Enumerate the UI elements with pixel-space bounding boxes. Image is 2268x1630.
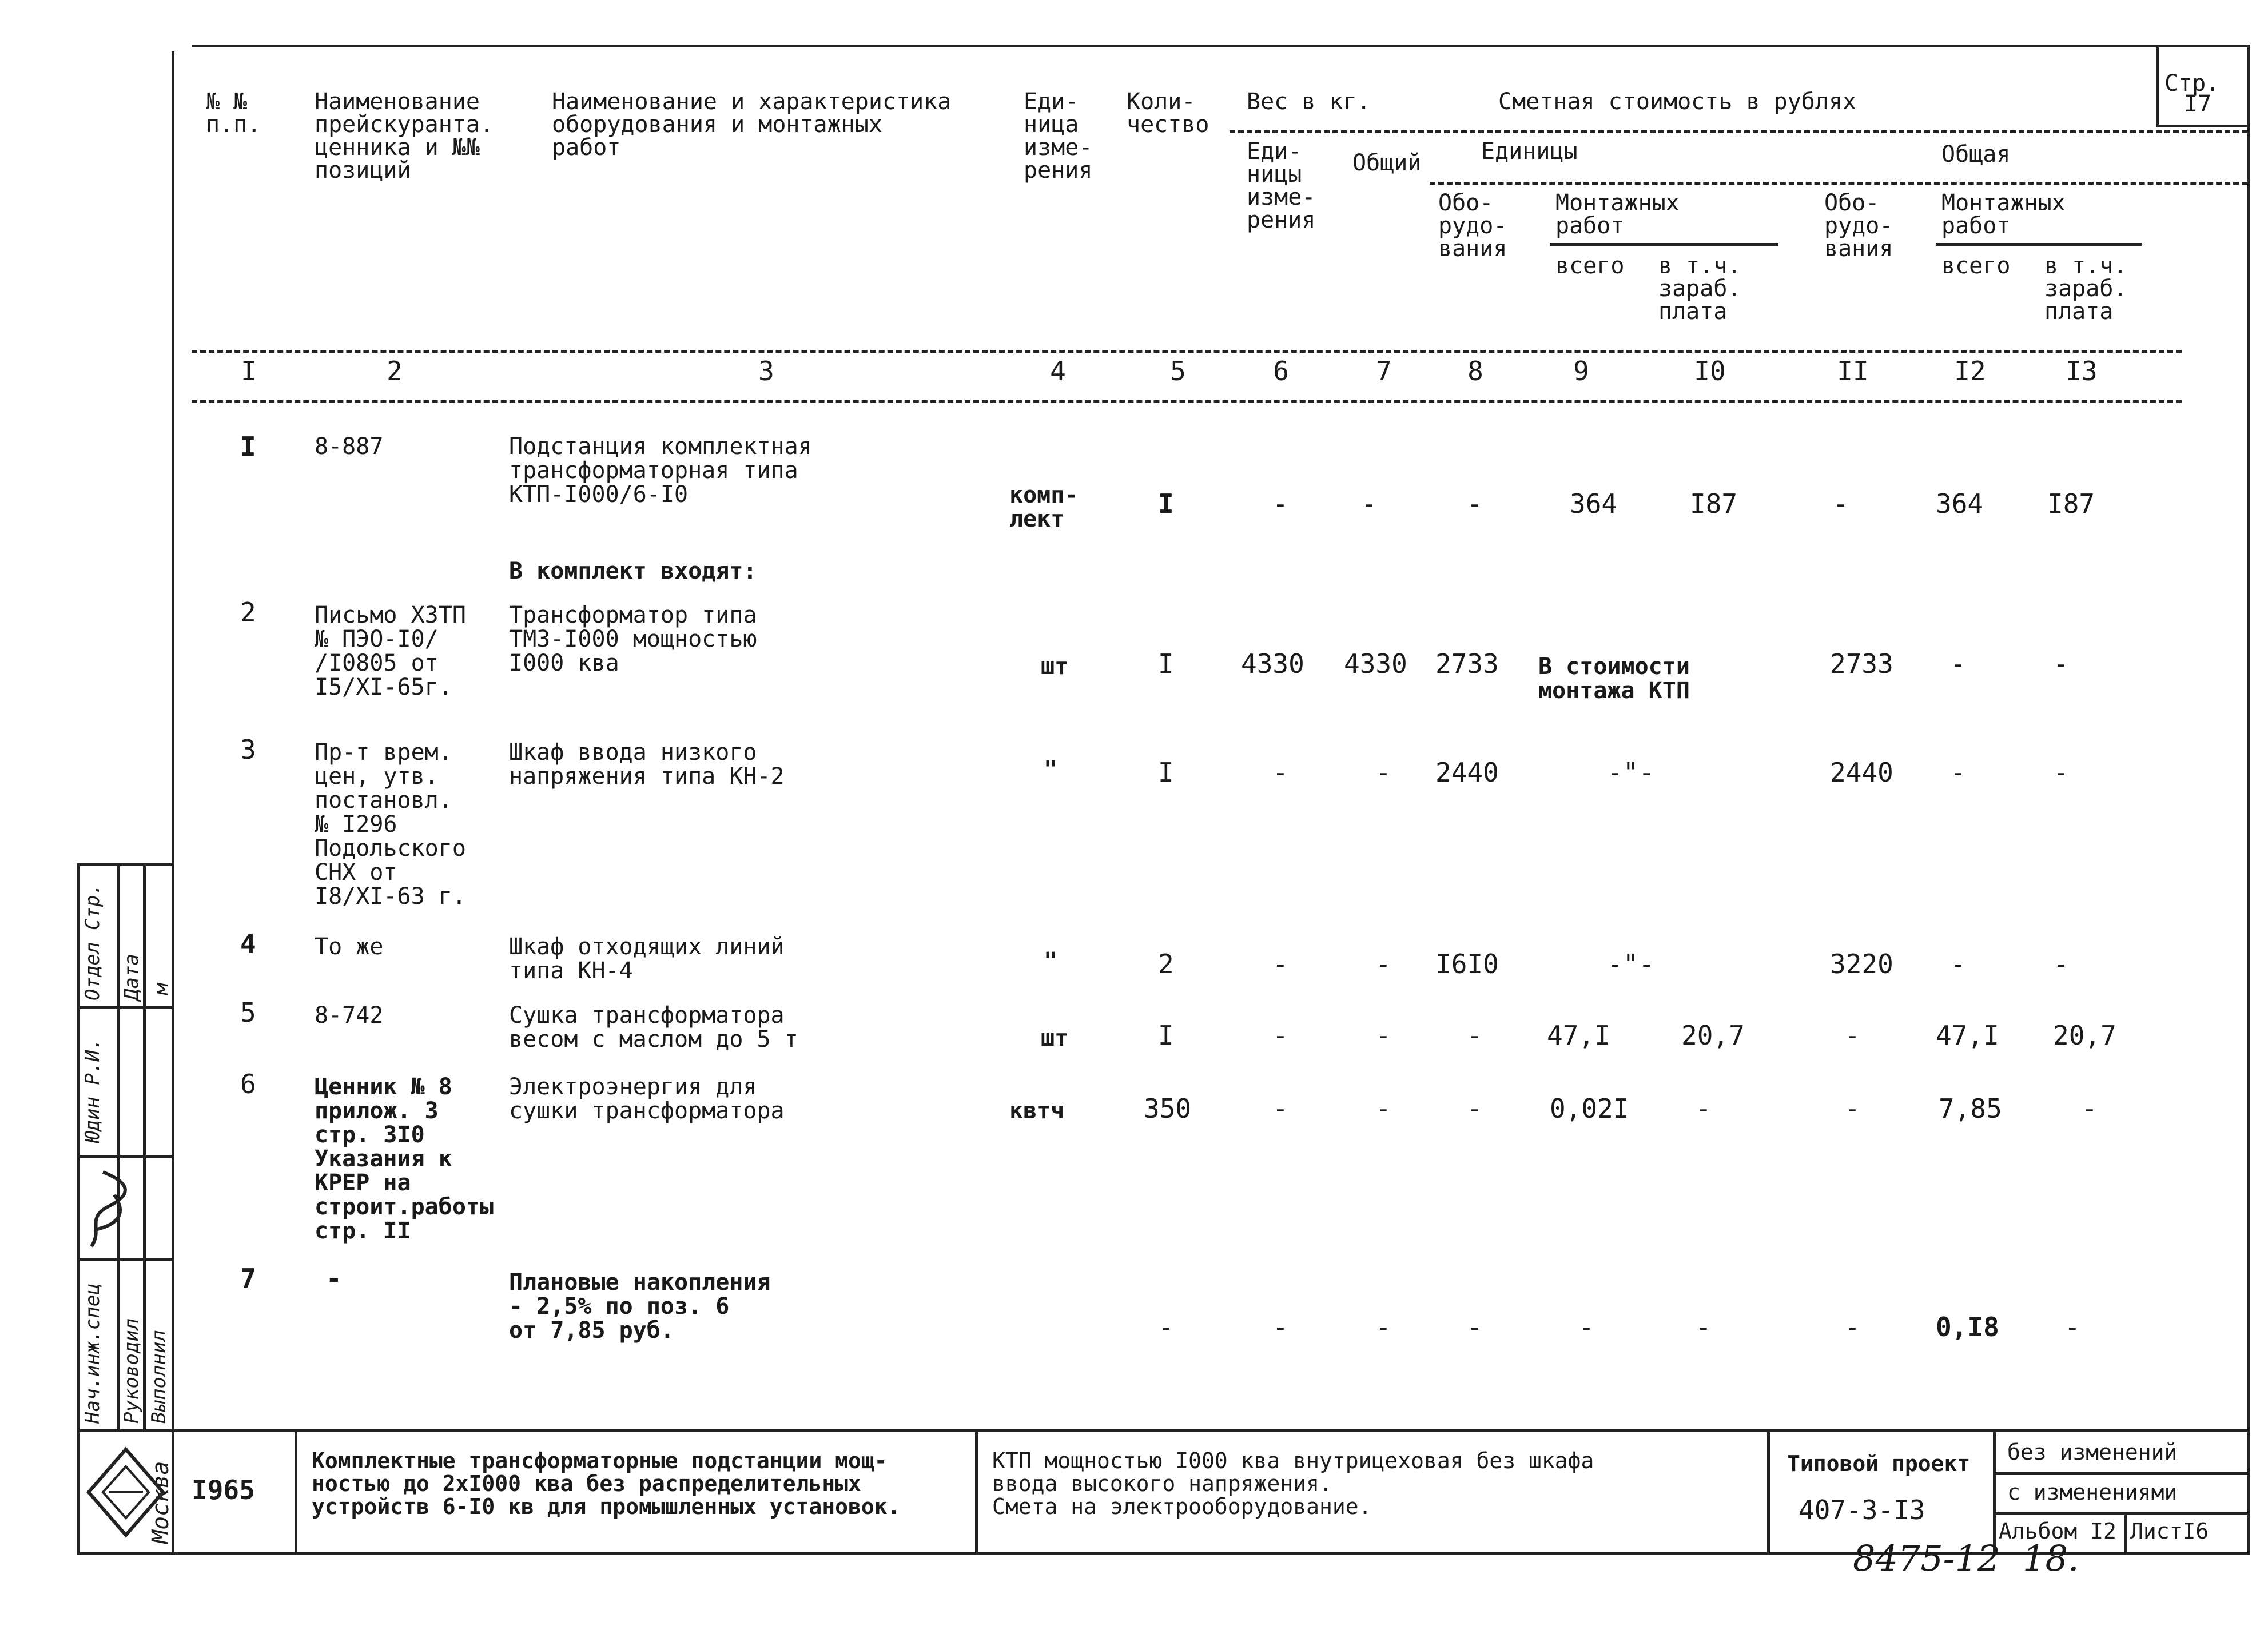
col-num-1: I xyxy=(241,356,257,386)
row-number: I xyxy=(240,431,256,462)
page-box-bottom xyxy=(2156,125,2247,127)
row-description: Шкаф отходящих линий типа КН-4 xyxy=(509,934,785,984)
stamp-project-label: Типовой проект xyxy=(1787,1451,1971,1476)
row-weight-total: - xyxy=(1375,1093,1391,1124)
row-wage-total: - xyxy=(2053,948,2069,979)
row-unit: " xyxy=(1044,948,1058,974)
row-equip-unit: - xyxy=(1467,1312,1483,1342)
row-mount-total: - xyxy=(1950,757,1966,788)
row-mount-unit: - xyxy=(1578,1312,1594,1342)
row-reference: 8-742 xyxy=(315,1002,384,1029)
row-qty: I xyxy=(1158,1020,1174,1051)
side-m: м xyxy=(150,983,173,995)
row-weight-total: - xyxy=(1375,1020,1391,1051)
side-city: Москва xyxy=(148,1461,174,1544)
col-num-13: I3 xyxy=(2066,356,2098,386)
handwritten-number: 8475-12 18. xyxy=(1853,1537,2079,1579)
stamp-div-5 xyxy=(1993,1429,1996,1552)
row-mount-unit: 364 xyxy=(1570,488,1618,519)
row-description: Сушка трансформатора весом с маслом до 5 т xyxy=(509,1002,798,1053)
row-mount-unit: 0,02I xyxy=(1550,1093,1629,1124)
row-description: Шкаф ввода низкого напряжения типа КН-2 xyxy=(509,739,785,790)
header-weight-unit: Еди- ницы изме- рения xyxy=(1247,138,1316,233)
row-equip-unit: I6I0 xyxy=(1435,948,1499,979)
row-weight-total: - xyxy=(1361,488,1377,519)
header-line-mount-total xyxy=(1936,243,2142,246)
row-mount-unit: -"- xyxy=(1607,757,1655,788)
row-mount-total: - xyxy=(1950,948,1966,979)
col-num-9: 9 xyxy=(1573,356,1589,386)
row-weight-unit: - xyxy=(1272,948,1288,979)
row-weight-unit: 4330 xyxy=(1241,648,1304,679)
row-wage-total: 20,7 xyxy=(2053,1020,2116,1051)
side-date: Дата xyxy=(120,954,143,1001)
page-label: Стр. I7 xyxy=(2164,70,2220,117)
row-reference: То же xyxy=(315,934,384,960)
side-dept: Отдел Стр. xyxy=(81,883,104,1001)
header-line-mount-unit xyxy=(1550,243,1778,246)
row-weight-unit: - xyxy=(1272,488,1288,519)
row-unit: " xyxy=(1044,756,1058,783)
row-number: 6 xyxy=(240,1069,256,1099)
row-equip-total: 2733 xyxy=(1830,648,1893,679)
kit-note: В комплект входят: xyxy=(509,558,757,584)
signature-icon xyxy=(80,1161,137,1252)
row-unit: комп- лект xyxy=(1009,482,1079,532)
row-weight-total: - xyxy=(1375,1312,1391,1342)
row-unit: квтч xyxy=(1009,1098,1065,1124)
row-qty: I xyxy=(1158,648,1174,679)
stamp-div-4 xyxy=(1767,1429,1770,1552)
row-reference: Письмо ХЗТП № ПЭО-I0/ /I0805 от I5/XI-65г. xyxy=(315,602,466,700)
row-wage-total: I87 xyxy=(2047,488,2095,519)
header-mount-unit: Монтажных работ xyxy=(1555,190,1680,239)
row-equip-total: - xyxy=(1844,1312,1860,1342)
row-unit: шт xyxy=(1041,653,1069,680)
row-qty: I xyxy=(1158,488,1174,519)
header-wage-total: в т.ч. зараб. плата xyxy=(2044,253,2127,325)
header-cost-unit: Единицы xyxy=(1481,138,1578,165)
row-equip-unit: 2733 xyxy=(1435,648,1499,679)
stamp-h-1 xyxy=(1993,1472,2247,1475)
page-box-left xyxy=(2156,45,2159,125)
header-qty: Коли- чество xyxy=(1127,89,1209,138)
side-h-3 xyxy=(77,1258,172,1261)
row-number: 7 xyxy=(240,1263,256,1294)
row-number: 2 xyxy=(240,597,256,628)
header-pricelist: Наименование прейскуранта. ценника и №№ позиций xyxy=(315,89,494,184)
col-num-6: 6 xyxy=(1273,356,1289,386)
row-equip-total: - xyxy=(1833,488,1849,519)
row-wage-unit: - xyxy=(1696,1312,1712,1342)
col-num-3: 3 xyxy=(758,356,774,386)
row-equip-unit: - xyxy=(1467,1020,1483,1051)
row-qty: I xyxy=(1158,757,1174,788)
col-num-10: I0 xyxy=(1694,356,1726,386)
row-weight-total: 4330 xyxy=(1344,648,1407,679)
row-wage-unit: I87 xyxy=(1690,488,1738,519)
row-mount-unit: 47,I xyxy=(1547,1020,1610,1051)
header-unit: Еди- ница изме- рения xyxy=(1024,89,1093,184)
header-cost-total: Общая xyxy=(1941,141,2011,168)
header-all-total: всего xyxy=(1941,253,2011,279)
header-line-numbers-top xyxy=(192,350,2182,353)
stamp-div-2 xyxy=(295,1429,297,1552)
row-weight-unit: - xyxy=(1272,1312,1288,1342)
stamp-with-changes: с изменениями xyxy=(2007,1480,2178,1505)
row-reference: 8-887 xyxy=(315,433,384,460)
row-wage-total: - xyxy=(2053,648,2069,679)
row-reference: Ценник № 8 прилож. 3 стр. 3I0 Указания к КРЕР на строит.работы стр. II xyxy=(315,1074,494,1244)
row-equip-unit: - xyxy=(1467,488,1483,519)
row-description: Подстанция комплектная трансформаторная типа КТП-I000/6-I0 xyxy=(509,433,812,508)
row-description: Трансформатор типа ТМЗ-I000 мощностью I000 ква xyxy=(509,602,757,676)
side-name: Юдин Р.И. xyxy=(81,1038,104,1143)
row-weight-unit: - xyxy=(1272,1020,1288,1051)
institute-logo-icon xyxy=(83,1444,169,1541)
row-reference: - xyxy=(326,1263,342,1294)
row-mount-unit: -"- xyxy=(1607,948,1655,979)
side-h-1 xyxy=(77,1006,172,1009)
row-qty: 2 xyxy=(1158,948,1174,979)
row-weight-unit: - xyxy=(1272,757,1288,788)
row-wage-total: - xyxy=(2053,757,2069,788)
row-wage-unit: - xyxy=(1696,1093,1712,1124)
header-wage-unit: в т.ч. зараб. плата xyxy=(1658,253,1741,325)
stamp-subtitle: КТП мощностью I000 ква внутрицеховая без шкафа ввода высокого напряжения. Смета на электрооборудование. xyxy=(992,1448,1594,1519)
row-equip-total: 2440 xyxy=(1830,757,1893,788)
header-cost: Сметная стоимость в рублях xyxy=(1498,89,1857,115)
row-wage-total: - xyxy=(2082,1093,2098,1124)
side-col-2 xyxy=(143,863,146,1429)
row-mount-total: 0,I8 xyxy=(1936,1312,1999,1342)
side-ruk: Руководил xyxy=(120,1318,143,1424)
row-weight-total: - xyxy=(1375,757,1391,788)
header-weight-total: Общий xyxy=(1352,150,1422,176)
header-all-unit: всего xyxy=(1555,253,1625,279)
row-mount-total: - xyxy=(1950,648,1966,679)
row-unit: шт xyxy=(1041,1025,1069,1051)
row-number: 4 xyxy=(240,928,256,959)
row-qty: 350 xyxy=(1144,1093,1192,1124)
stamp-project-code: 407-3-I3 xyxy=(1799,1495,1925,1525)
row-equip-total: - xyxy=(1844,1020,1860,1051)
row-wage-unit: 20,7 xyxy=(1681,1020,1745,1051)
stamp-no-changes: без изменений xyxy=(2007,1440,2178,1465)
row-mount-total: 47,I xyxy=(1936,1020,1999,1051)
header-equip-unit: Обо- рудо- вания xyxy=(1438,190,1507,262)
frame-right xyxy=(2247,45,2250,1554)
stamp-div-3 xyxy=(975,1429,978,1552)
stamp-year: I965 xyxy=(192,1474,255,1505)
row-weight-total: - xyxy=(1375,948,1391,979)
header-line-weight xyxy=(1230,130,2247,133)
stamp-sheet: ЛистI6 xyxy=(2130,1519,2209,1544)
row-mount-total: 7,85 xyxy=(1939,1093,2002,1124)
side-nach: Нач.инж.спец xyxy=(81,1283,104,1424)
col-num-8: 8 xyxy=(1467,356,1483,386)
row-equip-unit: 2440 xyxy=(1435,757,1499,788)
row-equip-unit: - xyxy=(1467,1093,1483,1124)
col-num-2: 2 xyxy=(387,356,403,386)
row-equip-total: - xyxy=(1844,1093,1860,1124)
col-num-5: 5 xyxy=(1170,356,1186,386)
col-num-4: 4 xyxy=(1050,356,1066,386)
row-number: 5 xyxy=(240,997,256,1028)
frame-left xyxy=(172,51,174,1555)
frame-top xyxy=(192,45,2250,47)
stamp-album: Альбом I2 xyxy=(1999,1519,2116,1544)
row-qty: - xyxy=(1158,1312,1174,1342)
row-reference: Пр-т врем. цен, утв. постановл. № I296 Подольского СНХ от I8/XI-63 г. xyxy=(315,739,466,910)
row-description: Плановые накопления - 2,5% по поз. 6 от 7,85 руб. xyxy=(509,1269,771,1344)
header-num: № № п.п. xyxy=(206,89,261,138)
col-num-7: 7 xyxy=(1376,356,1392,386)
header-line-cost xyxy=(1430,182,2247,185)
stamp-title: Комплектные трансформаторные подстанции мощ- ностью до 2хI000 ква без распределительных устройств 6-I0 кв для промышленных установок. xyxy=(312,1448,901,1519)
stamp-h-2 xyxy=(1993,1512,2247,1515)
col-num-12: I2 xyxy=(1954,356,1986,386)
header-line-numbers-bottom xyxy=(192,400,2182,403)
header-weight: Вес в кг. xyxy=(1247,89,1371,115)
header-mount-total: Монтажных работ xyxy=(1941,190,2066,239)
stamp-top xyxy=(77,1429,2250,1432)
stamp-div-6 xyxy=(2124,1512,2127,1552)
side-h-2 xyxy=(77,1155,172,1158)
side-vyp: Выполнил xyxy=(148,1330,170,1424)
row-number: 3 xyxy=(240,734,256,765)
row-mount-unit: В стоимости монтажа КТП xyxy=(1538,653,1690,704)
row-weight-unit: - xyxy=(1272,1093,1288,1124)
row-equip-total: 3220 xyxy=(1830,948,1893,979)
side-top xyxy=(77,863,172,866)
row-wage-total: - xyxy=(2064,1312,2080,1342)
row-description: Электроэнергия для сушки трансформатора xyxy=(509,1074,785,1124)
col-num-11: II xyxy=(1837,356,1869,386)
row-mount-total: 364 xyxy=(1936,488,1984,519)
header-equip-total: Обо- рудо- вания xyxy=(1824,190,1893,262)
header-description: Наименование и характеристика оборудования и монтажных работ xyxy=(552,89,952,161)
